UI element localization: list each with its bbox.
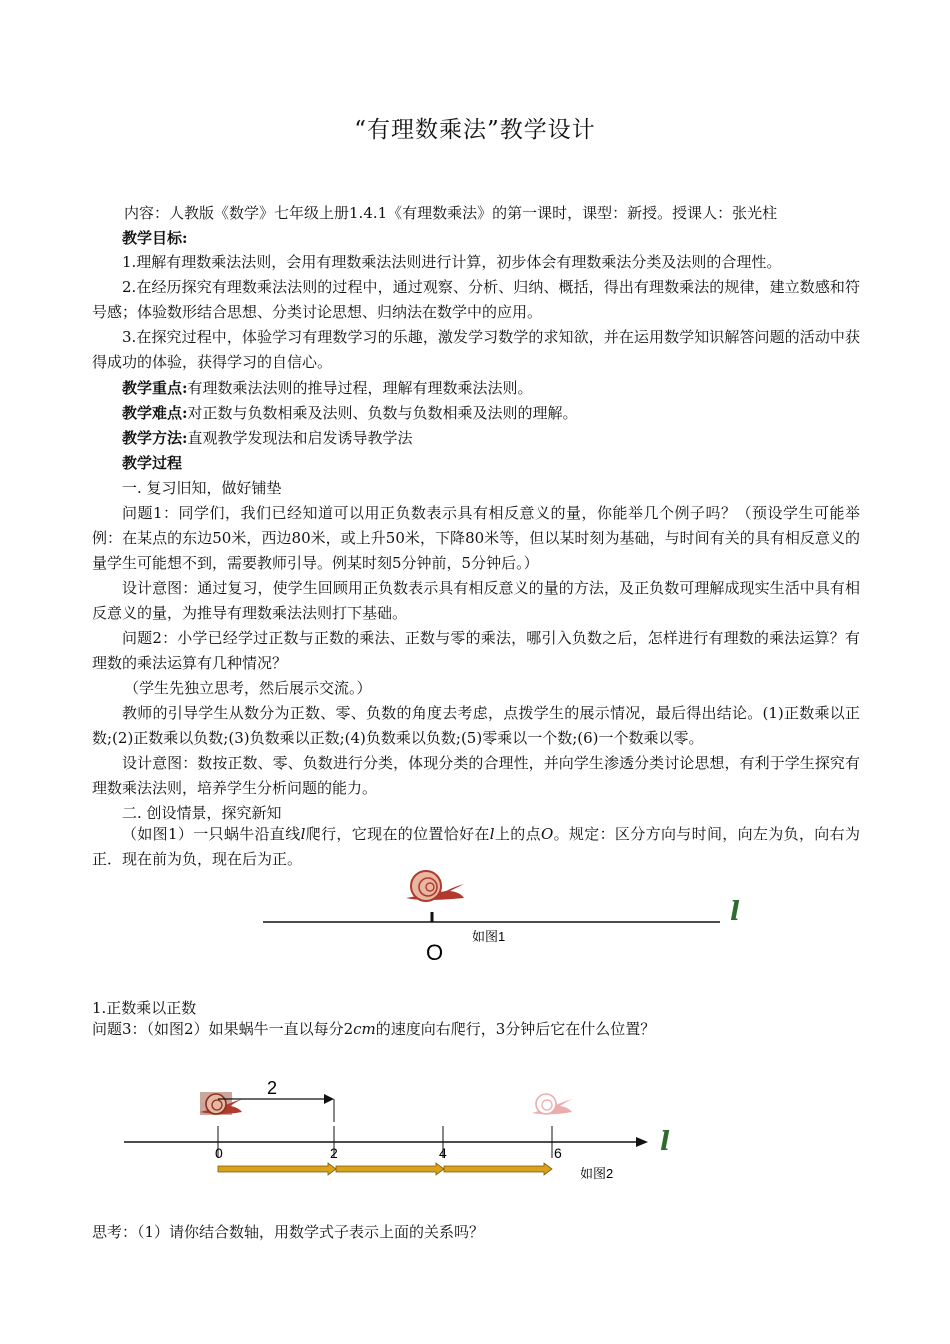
difficulty-point (92, 401, 860, 426)
key-label: 教学重点: (122, 379, 188, 397)
difficulty-label: 教学难点: (122, 404, 188, 422)
movement-arrows (218, 1163, 552, 1175)
key-point (92, 376, 860, 401)
line-label-l-2: l (660, 1127, 670, 1157)
unit-cm: cm (353, 1020, 376, 1038)
question-1: 问题1：同学们，我们已经知道可以用正负数表示具有相反意义的量，你能举几个例子吗？（预设学生可能举例：在某点的东边50米，西边80米，或上升50米，下降80米等，但以某时刻为基础，与时间有关的具有相反意义的量学生可能想不到，需要教师引导。例某时刻5分钟前，5分钟后。） (92, 504, 860, 572)
goal-1: 1.理解有理数乘法法则，会用有理数乘法法则进行计算，初步体会有理数乘法分类及法则的合理性。 (122, 253, 782, 271)
teacher-guide: 教师的引导学生从数分为正数、零、负数的角度去考虑，点拨学生的展示情况，最后得出结论。(1)正数乘以正数;(2)正数乘以负数;(3)负数乘以正数;(4)负数乘以负数;(5)零乘以一个数;(6)一个数乘以零。 (92, 704, 860, 747)
snail-icon (406, 871, 464, 901)
difficulty-text: 对正数与负数相乘及法则、负数与负数相乘及法则的理解。 (187, 404, 578, 422)
arrow-label: 2 (267, 1078, 278, 1098)
section-2-heading: 二. 创设情景，探究新知 (122, 804, 282, 822)
goal-2: 2.在经历探究有理数乘法法则的过程中，通过观察、分析、归纳、概括，得出有理数乘法的规律，建立数感和符号感；体验数形结合思想、分类讨论思想、归纳法在数学中的应用。 (92, 278, 860, 321)
figure-1-caption: 如图1 (472, 929, 506, 944)
snail-icon-end (532, 1094, 572, 1114)
question-3 (92, 1018, 860, 1040)
origin-label: O (426, 940, 444, 965)
goals-heading: 教学目标: (122, 229, 188, 247)
movement-arrow-2 (336, 1163, 444, 1175)
question-2-note: （学生先独立思考，然后展示交流。） (124, 679, 372, 697)
figure-2-caption: 如图2 (580, 1166, 614, 1181)
line-label-l: l (730, 897, 740, 927)
fig1-desc-part-d: 。规定：区分方向与时间，向左为负，向右为正．现在前为负，现在后为正。 (92, 825, 860, 868)
tick-label-4: 4 (439, 1145, 447, 1161)
figure-1 (250, 862, 810, 972)
figure-2 (120, 1072, 690, 1190)
key-text: 有理数乘法法则的推导过程，理解有理数乘法法则。 (187, 379, 533, 397)
method-text: 直观教学发现法和启发诱导教学法 (187, 429, 413, 447)
fig1-desc-part-c: 上的点 (494, 825, 541, 843)
top-arrow-head (324, 1094, 334, 1104)
question-2: 问题2：小学已经学过正数与正数的乘法、正数与零的乘法，哪引入负数之后，怎样进行有理数的乘法运算？有理数的乘法运算有几种情况？ (92, 629, 860, 672)
method-point (92, 426, 860, 451)
fig1-desc-part-b: 爬行，它现在的位置恰好在 (305, 825, 490, 843)
content-line: 内容：人教版《数学》七年级上册1.4.1《有理数乘法》的第一课时，课型：新授。授课人：张光柱 (124, 204, 778, 222)
think-question: 思考：（1）请你结合数轴，用数学式子表示上面的关系吗？ (92, 1223, 485, 1241)
point-symbol-o: O (540, 825, 554, 843)
subsection-1: 1.正数乘以正数 (92, 999, 197, 1017)
axis-arrow-head (636, 1137, 648, 1147)
section-1-heading: 一. 复习旧知，做好铺垫 (122, 479, 282, 497)
method-label: 教学方法: (122, 429, 188, 447)
tick-label-6: 6 (554, 1145, 562, 1161)
goal-3: 3.在探究过程中，体验学习有理数学习的乐趣，激发学习数学的求知欲，并在运用数学知识解答问题的活动中获得成功的体验，获得学习的自信心。 (92, 328, 860, 371)
document-title: “有理数乘法”教学设计 (354, 117, 596, 143)
movement-arrow-1 (218, 1163, 336, 1175)
movement-arrow-3 (444, 1163, 552, 1175)
tick-label-0: 0 (215, 1145, 223, 1161)
snail-icon-start (200, 1092, 242, 1115)
design-intent-2: 设计意图：数按正数、零、负数进行分类，体现分类的合理性，并向学生渗透分类讨论思想，有利于学生探究有理数乘法法则，培养学生分析问题的能力。 (92, 754, 860, 797)
q3-part-a: 问题3：（如图2）如果蜗牛一直以每分2 (92, 1020, 354, 1038)
line-symbol-l: l (300, 825, 306, 843)
fig1-desc-part-a: （如图1）一只蜗牛沿直线 (122, 825, 301, 843)
q3-part-b: 的速度向右爬行，3分钟后它在什么位置？ (375, 1020, 656, 1038)
line-symbol-l-2: l (489, 825, 495, 843)
tick-label-2: 2 (330, 1145, 338, 1161)
process-heading: 教学过程 (122, 454, 183, 472)
design-intent-1: 设计意图：通过复习，使学生回顾用正负数表示具有相反意义的量的方法，及正负数可理解成现实生活中具有相反意义的量，为推导有理数乘法法则打下基础。 (92, 579, 860, 622)
